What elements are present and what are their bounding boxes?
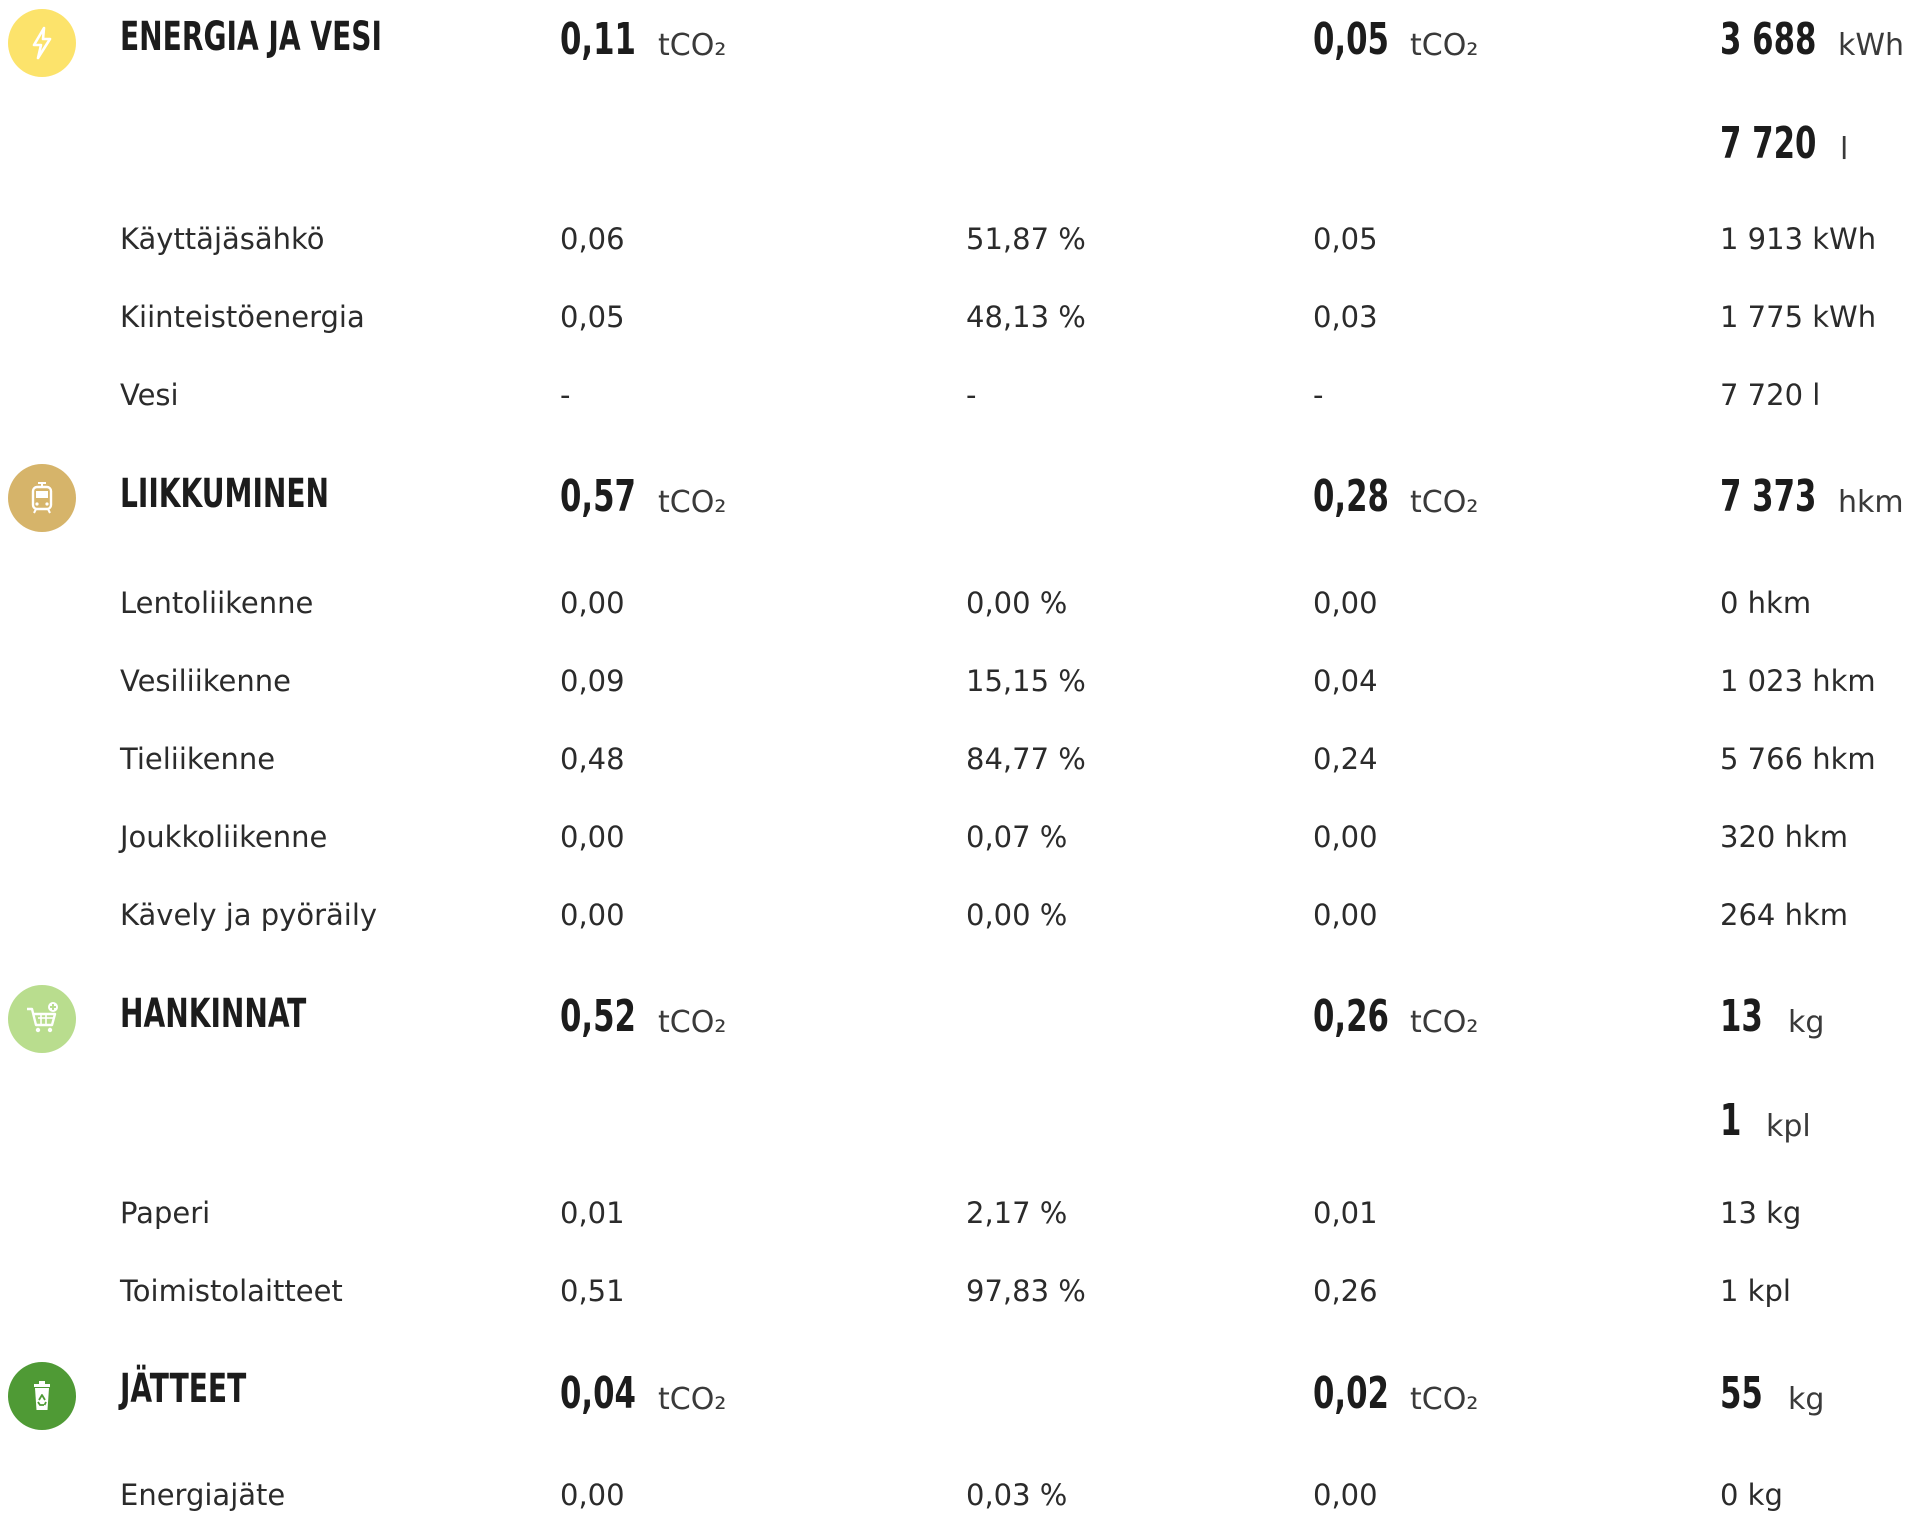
item-total: 0,06 bbox=[560, 222, 625, 256]
category-title: HANKINNAT bbox=[120, 991, 307, 1037]
table-row bbox=[0, 742, 1916, 782]
item-amount: 5 766 hkm bbox=[1720, 742, 1876, 776]
category-header-hankinnat bbox=[0, 975, 1916, 1175]
category-reduced-unit: tCO₂ bbox=[1410, 485, 1479, 520]
item-reduced: 0,05 bbox=[1313, 222, 1378, 256]
item-share: 84,77 % bbox=[966, 742, 1086, 776]
item-total: 0,00 bbox=[560, 586, 625, 620]
item-amount: 1 913 kWh bbox=[1720, 222, 1877, 256]
item-share: 0,07 % bbox=[966, 820, 1068, 854]
category-title: JÄTTEET bbox=[120, 1366, 247, 1412]
item-name: Paperi bbox=[120, 1196, 211, 1230]
item-share: 48,13 % bbox=[966, 300, 1086, 334]
category-reduced-unit: tCO₂ bbox=[1410, 28, 1479, 63]
table-row bbox=[0, 664, 1916, 704]
category-amount-unit: kg bbox=[1788, 1005, 1825, 1040]
category-reduced: 0,02 bbox=[1313, 1368, 1389, 1419]
category-total: 0,04 bbox=[560, 1368, 636, 1419]
category-amount: 13 bbox=[1720, 991, 1763, 1042]
category-amount-unit: hkm bbox=[1838, 485, 1904, 520]
table-row bbox=[0, 1478, 1916, 1513]
category-total-unit: tCO₂ bbox=[658, 1382, 727, 1417]
item-share: 0,00 % bbox=[966, 898, 1068, 932]
item-share: 0,03 % bbox=[966, 1478, 1068, 1512]
item-share: 51,87 % bbox=[966, 222, 1086, 256]
item-name: Tieliikenne bbox=[120, 742, 276, 776]
table-row bbox=[0, 300, 1916, 340]
table-row bbox=[0, 1274, 1916, 1314]
category-header-energia bbox=[0, 0, 1916, 200]
item-reduced: 0,00 bbox=[1313, 586, 1378, 620]
item-name: Käyttäjäsähkö bbox=[120, 222, 325, 256]
item-total: 0,05 bbox=[560, 300, 625, 334]
category-total: 0,57 bbox=[560, 471, 636, 522]
item-name: Lentoliikenne bbox=[120, 586, 314, 620]
category-amount: 3 688 bbox=[1720, 14, 1817, 65]
item-amount: 0 hkm bbox=[1720, 586, 1812, 620]
item-share: 0,00 % bbox=[966, 586, 1068, 620]
item-reduced: 0,03 bbox=[1313, 300, 1378, 334]
item-total: 0,00 bbox=[560, 898, 625, 932]
category-total-unit: tCO₂ bbox=[658, 1005, 727, 1040]
item-amount: 13 kg bbox=[1720, 1196, 1802, 1230]
item-name: Vesi bbox=[120, 378, 179, 412]
item-share: 97,83 % bbox=[966, 1274, 1086, 1308]
item-reduced: 0,00 bbox=[1313, 820, 1378, 854]
item-amount: 320 hkm bbox=[1720, 820, 1848, 854]
category-amount-unit: l bbox=[1840, 132, 1849, 167]
category-reduced-unit: tCO₂ bbox=[1410, 1382, 1479, 1417]
item-total: 0,09 bbox=[560, 664, 625, 698]
category-reduced: 0,28 bbox=[1313, 471, 1389, 522]
item-share: 15,15 % bbox=[966, 664, 1086, 698]
item-total: 0,00 bbox=[560, 820, 625, 854]
category-reduced: 0,26 bbox=[1313, 991, 1389, 1042]
item-name: Kiinteistöenergia bbox=[120, 300, 365, 334]
item-name: Toimistolaitteet bbox=[120, 1274, 343, 1308]
table-row bbox=[0, 898, 1916, 938]
item-total: 0,48 bbox=[560, 742, 625, 776]
item-amount: 1 023 hkm bbox=[1720, 664, 1876, 698]
item-total: - bbox=[560, 378, 571, 412]
category-amount: 1 bbox=[1720, 1095, 1742, 1146]
category-total-unit: tCO₂ bbox=[658, 28, 727, 63]
table-row bbox=[0, 820, 1916, 860]
item-name: Vesiliikenne bbox=[120, 664, 291, 698]
item-reduced: - bbox=[1313, 378, 1324, 412]
category-title: LIIKKUMINEN bbox=[120, 471, 330, 517]
item-reduced: 0,01 bbox=[1313, 1196, 1378, 1230]
item-reduced: 0,00 bbox=[1313, 898, 1378, 932]
item-reduced: 0,04 bbox=[1313, 664, 1378, 698]
tram-icon bbox=[8, 464, 76, 532]
category-header-jatteet bbox=[0, 1352, 1916, 1452]
table-row bbox=[0, 378, 1916, 418]
category-reduced: 0,05 bbox=[1313, 14, 1389, 65]
recycle-bin-icon bbox=[8, 1362, 76, 1430]
table-row bbox=[0, 222, 1916, 262]
item-reduced: 0,00 bbox=[1313, 1478, 1378, 1512]
category-amount-unit: kWh bbox=[1838, 28, 1905, 63]
category-amount: 55 bbox=[1720, 1368, 1763, 1419]
item-total: 0,01 bbox=[560, 1196, 625, 1230]
shopping-cart-icon bbox=[8, 985, 76, 1053]
category-header-liikkuminen bbox=[0, 455, 1916, 555]
category-amount: 7 373 bbox=[1720, 471, 1817, 522]
category-amount-unit: kg bbox=[1788, 1382, 1825, 1417]
item-reduced: 0,26 bbox=[1313, 1274, 1378, 1308]
table-row bbox=[0, 586, 1916, 626]
item-total: 0,00 bbox=[560, 1478, 625, 1512]
item-reduced: 0,24 bbox=[1313, 742, 1378, 776]
item-name: Energiajäte bbox=[120, 1478, 286, 1512]
category-total: 0,52 bbox=[560, 991, 636, 1042]
item-amount: 1 775 kWh bbox=[1720, 300, 1877, 334]
item-amount: 0 kg bbox=[1720, 1478, 1783, 1512]
item-amount: 7 720 l bbox=[1720, 378, 1821, 412]
category-reduced-unit: tCO₂ bbox=[1410, 1005, 1479, 1040]
item-amount: 1 kpl bbox=[1720, 1274, 1791, 1308]
table-row bbox=[0, 1196, 1916, 1236]
item-share: 2,17 % bbox=[966, 1196, 1068, 1230]
item-total: 0,51 bbox=[560, 1274, 625, 1308]
item-share: - bbox=[966, 378, 977, 412]
category-total-unit: tCO₂ bbox=[658, 485, 727, 520]
item-name: Joukkoliikenne bbox=[120, 820, 328, 854]
item-name: Kävely ja pyöräily bbox=[120, 898, 378, 932]
category-title: ENERGIA JA VESI bbox=[120, 14, 382, 60]
lightning-icon bbox=[8, 9, 76, 77]
category-amount-unit: kpl bbox=[1766, 1109, 1811, 1144]
category-total: 0,11 bbox=[560, 14, 636, 65]
category-amount: 7 720 bbox=[1720, 118, 1817, 169]
item-amount: 264 hkm bbox=[1720, 898, 1848, 932]
